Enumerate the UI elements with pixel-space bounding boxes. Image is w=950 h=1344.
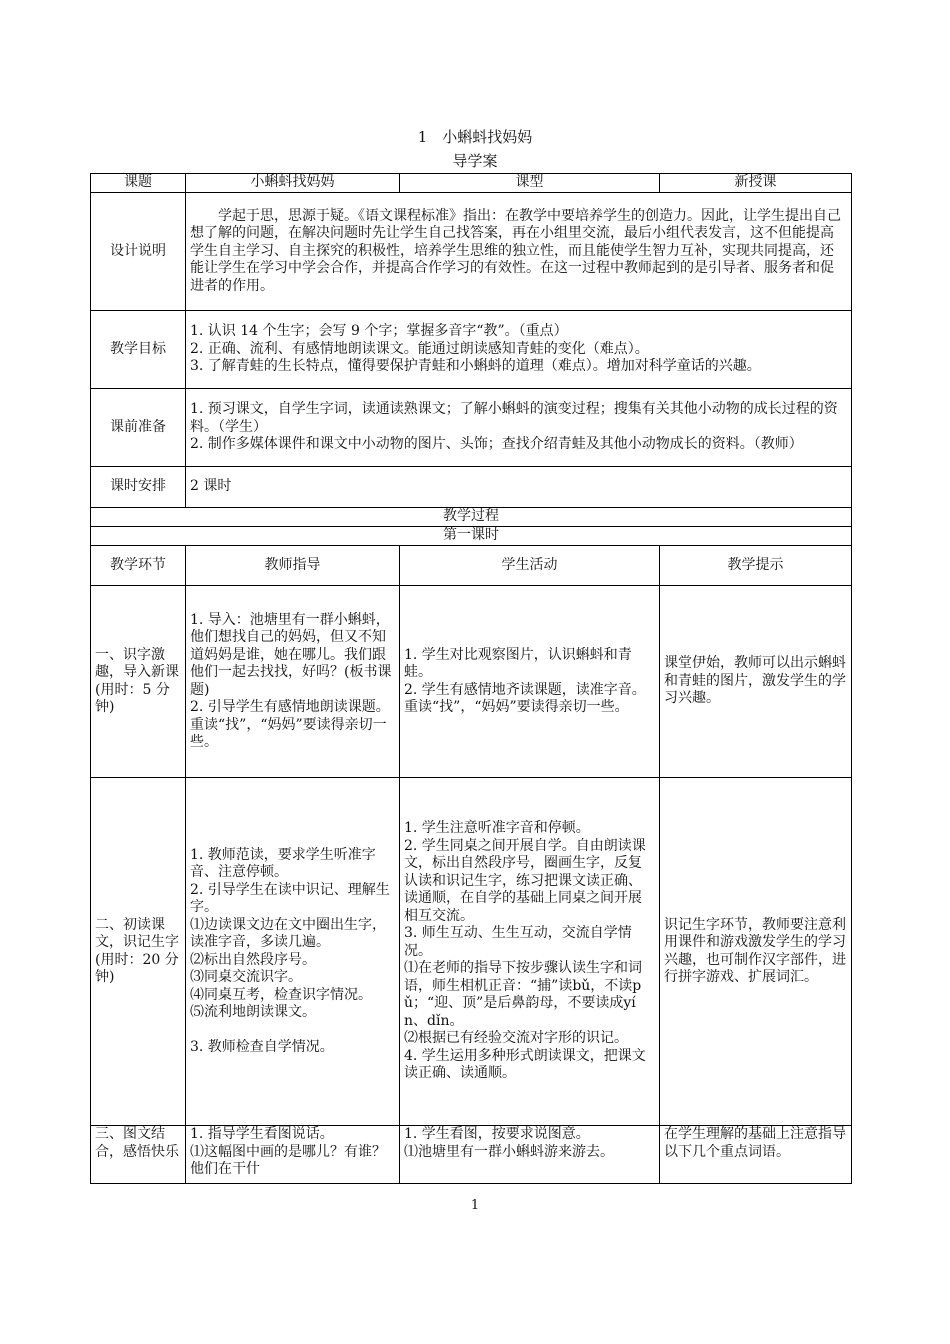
tip-cell: 识记生字环节，教师要注意利用课件和游戏激发学生的学习兴趣，也可制作汉字部件，进行拼字游戏、扩展词汇。: [660, 778, 852, 1126]
teacher-cell: 1. 导入：池塘里有一群小蝌蚪，他们想找自己的妈妈，但又不知道妈妈是谁，她在哪儿。我们跟他们一起去找找，好吗？(板书课题) 2. 引导学生有感情地朗读课题。重读“找”，“妈妈”要读得亲切一些。: [186, 586, 400, 778]
teacher-cell: 1. 指导学生看图说话。 ⑴这幅图中画的是哪儿？有谁？他们在干什: [186, 1126, 400, 1184]
stage-cell: 一、识字激趣，导入新课(用时：5 分钟): [91, 586, 186, 778]
info-table: [90, 173, 852, 508]
table-row: [91, 778, 852, 1126]
document-subtitle: 导学案: [452, 152, 498, 170]
subject-label: 课题: [91, 174, 186, 193]
page-number: 1: [470, 1198, 480, 1213]
process-title: 教学过程: [91, 508, 852, 527]
column-header-stage: 教学环节: [91, 546, 186, 586]
design-content: 学起于思，思源于疑。《语文课程标准》指出：在教学中要培养学生的创造力。因此，让学生提出自己想了解的问题，在解决问题时先让学生自己找答案，再在小组里交流，最后小组代表发言，这不但能提高学生自主学习、自主探究的积极性，培养学生思维的独立性，而且能使学生智力互补，实现共同提高，还能让学生在学习中学会合作，并提高合作学习的有效性。在这一过程中教师起到的是引导者、服务者和促进者的作用。: [186, 193, 852, 311]
stage-cell: 二、初读课文，识记生字(用时：20 分钟): [91, 778, 186, 1126]
subject-value: 小蝌蚪找妈妈: [186, 174, 400, 193]
stage-cell: 三、图文结合，感悟快乐: [91, 1126, 186, 1184]
student-cell: 1. 学生看图，按要求说图意。 ⑴池塘里有一群小蝌蚪游来游去。: [400, 1126, 660, 1184]
column-header-teacher: 教师指导: [186, 546, 400, 586]
design-label: 设计说明: [91, 193, 186, 311]
student-cell: 1. 学生注意听准字音和停顿。 2. 学生同桌之间开展自学。自由朗读课文，标出自然段序号，圈画生字，反复认读和识记生字，练习把课文读正确、读通顺，在自学的基础上同桌之间开展相互交流。 3. 师生互动、生生互动，交流自学情况。 ⑴在老师的指导下按步骤认读生字和词语，师生相机正音：“捕”读bǔ，不读pǔ；“迎、顶”是后鼻韵母，不要读成yín、dǐn。 ⑵根据已有经验交流对字形的识记。 4. 学生运用多种形式朗读课文，把课文读正确、读通顺。: [400, 778, 660, 1126]
type-label: 课型: [400, 174, 660, 193]
type-value: 新授课: [660, 174, 852, 193]
table-row: [91, 1126, 852, 1184]
prep-label: 课前准备: [91, 389, 186, 467]
column-header-student: 学生活动: [400, 546, 660, 586]
prep-content: 1. 预习课文，自学生字词，读通读熟课文；了解小蝌蚪的演变过程；搜集有关其他小动物的成长过程的资料。（学生） 2. 制作多媒体课件和课文中小动物的图片、头饰；查找介绍青蛙及其他小动物成长的资料。（教师）: [186, 389, 852, 467]
goals-label: 教学目标: [91, 311, 186, 389]
teacher-cell: 1. 教师范读，要求学生听准字音、注意停顿。 2. 引导学生在读中识记、理解生字。 ⑴边读课文边在文中圈出生字，读准字音，多读几遍。 ⑵标出自然段序号。 ⑶同桌交流识字。 ⑷同桌互考，检查识字情况。 ⑸流利地朗读课文。 3. 教师检查自学情况。: [186, 778, 400, 1126]
table-row: [91, 586, 852, 778]
document-title: 1 小蝌蚪找妈妈: [417, 128, 533, 146]
lesson-title: 第一课时: [91, 527, 852, 546]
tip-cell: 课堂伊始，教师可以出示蝌蚪和青蛙的图片，激发学生的学习兴趣。: [660, 586, 852, 778]
process-table: [90, 507, 852, 1184]
student-cell: 1. 学生对比观察图片，认识蝌蚪和青蛙。 2. 学生有感情地齐读课题，读准字音。重读“找”，“妈妈”要读得亲切一些。: [400, 586, 660, 778]
goals-content: 1. 认识 14 个生字；会写 9 个字；掌握多音字“教”。（重点） 2. 正确、流利、有感情地朗读课文。能通过朗读感知青蛙的变化（难点）。 3. 了解青蛙的生长特点，懂得要保护青蛙和小蝌蚪的道理（难点）。增加对科学童话的兴趣。: [186, 311, 852, 389]
schedule-label: 课时安排: [91, 467, 186, 508]
tip-cell: 在学生理解的基础上注意指导以下几个重点词语。: [660, 1126, 852, 1184]
column-header-tip: 教学提示: [660, 546, 852, 586]
schedule-content: 2 课时: [186, 467, 852, 508]
